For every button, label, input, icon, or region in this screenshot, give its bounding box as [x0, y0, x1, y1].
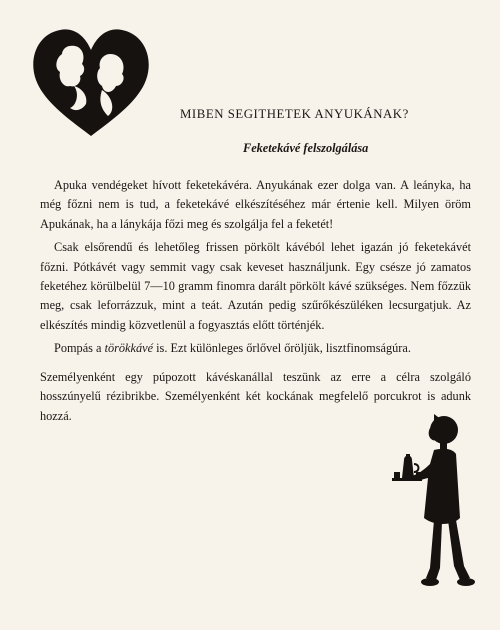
paragraph-2: Csak elsőrendű és lehetőleg frissen pörkölt kávéból lehet igazán jó feketekávét főzni. Pótkávét vagy semmit vagy csak keveset használjunk. Egy csésze jó zamatos feketéhez körülbelül 7—10 gramm finomra darált pörkölt kávé szükséges. Nem főzzük meg, csak leforrázzuk, mint a teát. Azután pedig szűrőkészüléken lecsurgatjuk. Az elkészítés mindig közvetlenül a fogyasztás előtt történjék.	[40, 240, 471, 332]
paragraph-3-mid: is. Ezt különleges őrlővel őröljük, lisztfinomságúra.	[153, 341, 411, 356]
paragraph-1: Apuka vendégeket hívott feketekávéra. Anyukának ezer dolga van. A leányka, ha még főzni nem is tud, a feketekávé elkészítéséhez már értenie kell. Milyen öröm Apukának, ha a lánykája főzi meg és szolgálja fel a feketét!	[40, 178, 471, 231]
paragraph-3-start: Pompás a	[54, 341, 105, 356]
heart-silhouette-icon	[30, 24, 152, 142]
turkish-coffee-term: törökkávé	[104, 341, 154, 356]
section-subtitle: Feketekávé felszolgálása	[243, 141, 369, 155]
article-body	[40, 176, 471, 363]
girl-serving-coffee-icon	[390, 408, 476, 596]
paragraph-3	[40, 339, 471, 358]
page-title: MIBEN SEGITHETEK ANYUKÁNAK?	[180, 107, 409, 121]
paragraph-3-rest-a: Személyenként egy púpozott kávéskanállal teszünk az erre a célra szolgáló hosszúnyelű rézibrikbe. Személyenként két kockának megfelelő porcukrot is adunk hozzá.	[40, 370, 471, 423]
